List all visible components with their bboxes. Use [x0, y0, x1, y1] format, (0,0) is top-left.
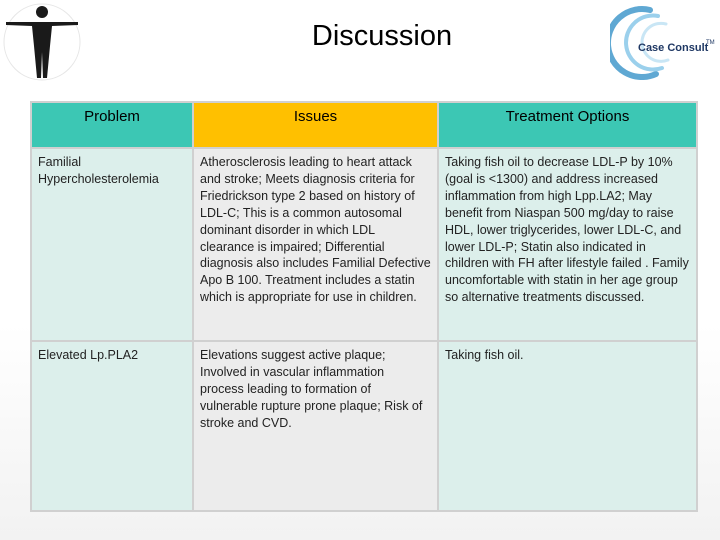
treatment-cell: Taking fish oil.	[438, 341, 697, 511]
problem-cell: Elevated Lp.PLA2	[31, 341, 193, 511]
header-treatment-options: Treatment Options	[438, 102, 697, 148]
treatment-cell: Taking fish oil to decrease LDL-P by 10% (goal is <1300) and address increased inflammation from high Lpp.LA2; May benefit from Niaspan 500 mg/day to raise HDL, lower triglycerides, lower LDL-C, and lower LDL-P; Statin also indicated in children with FH after lifestyle failed . Family uncomfortable with statin in her age group so alternative treatments discussed.	[438, 148, 697, 341]
table-row	[31, 148, 697, 341]
logo-text: Case Consult	[638, 42, 709, 54]
issues-cell: Atherosclerosis leading to heart attack and stroke; Meets diagnosis criteria for Friedrickson type 2 based on history of LDL-C; This is a common autosomal dominant disorder in which LDL clearance is impaired; Differential diagnosis also includes Familial Defective Apo B 100. Treatment includes a statin which is appropriate for use in children.	[193, 148, 438, 341]
header-issues: Issues	[193, 102, 438, 148]
discussion-table	[30, 101, 698, 512]
table-header-row	[31, 102, 697, 148]
header-problem: Problem	[31, 102, 193, 148]
page-title: Discussion	[311, 20, 453, 52]
issues-cell: Elevations suggest active plaque; Involved in vascular inflammation process leading to formation of vulnerable rupture prone plaque; Risk of stroke and CVD.	[193, 341, 438, 511]
logo-trademark: TM	[706, 40, 715, 46]
problem-cell: Familial Hypercholesterolemia	[31, 148, 193, 341]
table-row	[31, 341, 697, 511]
